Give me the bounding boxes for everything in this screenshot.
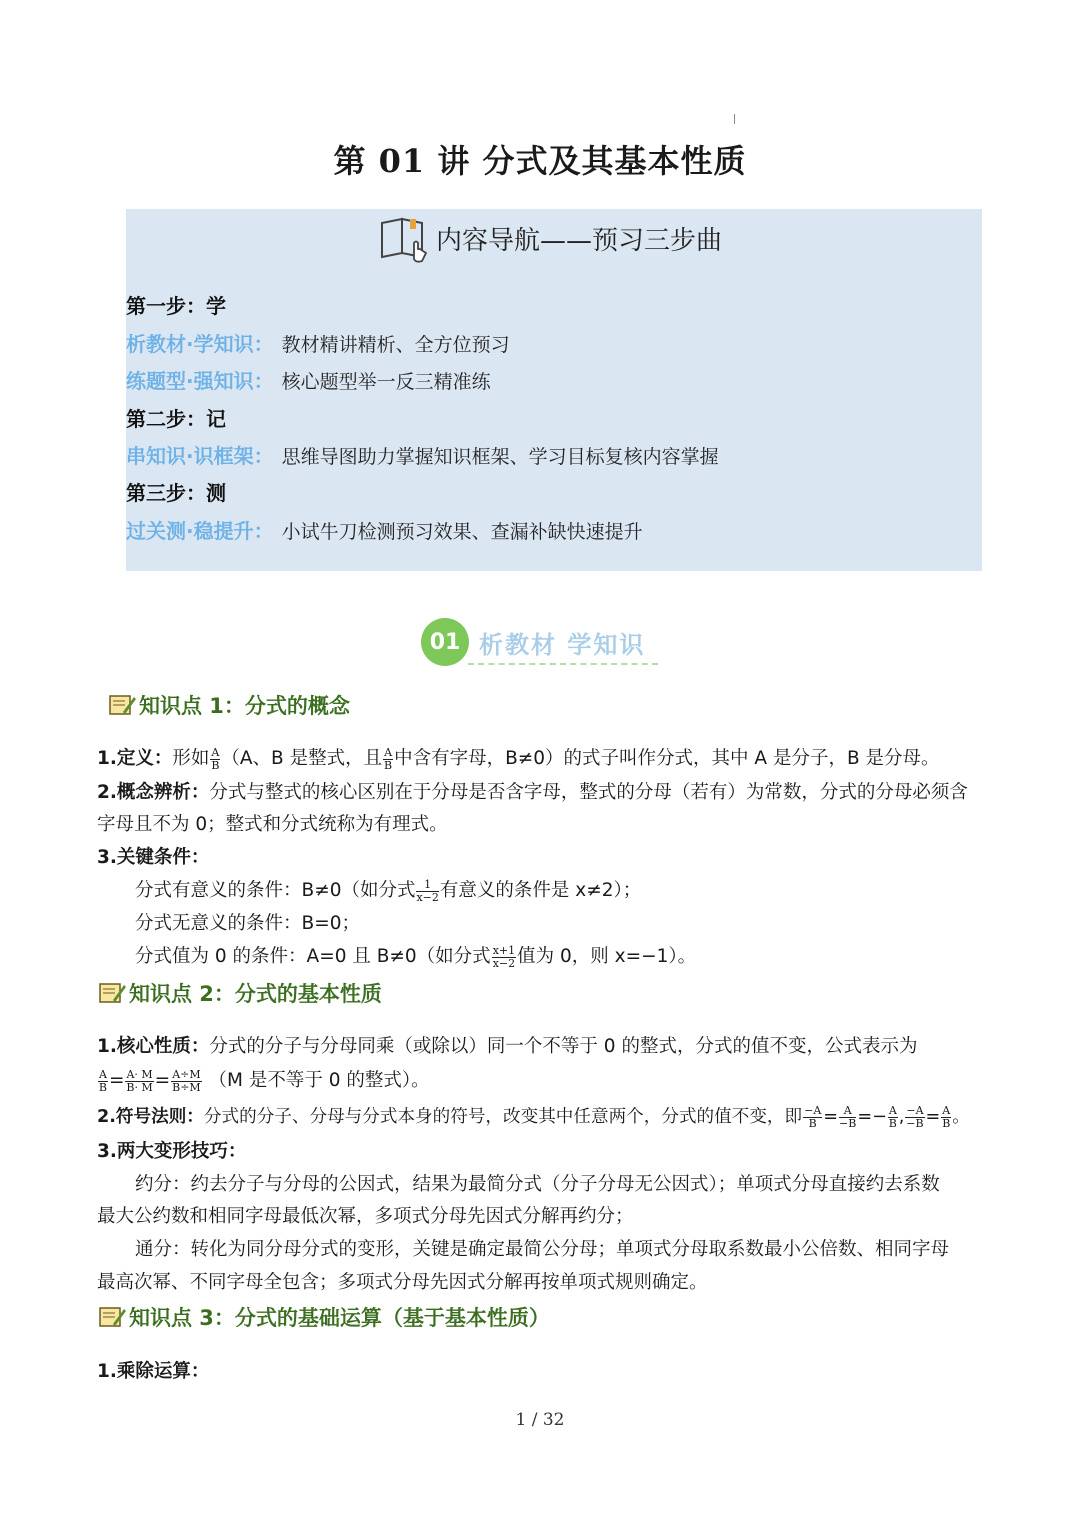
fraction: $\frac{A}{B}$ <box>384 745 393 772</box>
page-tick-mark <box>734 114 735 124</box>
section-dashed-underline <box>468 663 658 665</box>
core-property-line: 1.核心性质：分式的分子与分母同乘（或除以）同一个不等于 0 的整式，分式的值不变，公式表示为 <box>97 1036 918 1057</box>
reduce-line-2: 最大公约数和相同字母最低次幂，多项式分母先因式分解再约分； <box>97 1206 634 1227</box>
step-three: 第三步：测 <box>126 481 226 505</box>
concept-line-2: 字母且不为 0；整式和分式统称为有理式。 <box>97 814 448 835</box>
multiply-divide-label: 1.乘除运算： <box>97 1361 210 1382</box>
condition-line: 分式值为 0 的条件：A=0 且 B≠0（如分式 $\frac{x+1}{x-2}$ 值为 0，则 x=−1）。 <box>135 943 697 970</box>
knowledge-point-1-title: 知识点 1：分式的概念 <box>107 690 350 720</box>
section-header <box>421 618 645 666</box>
step-two: 第二步：记 <box>126 407 226 431</box>
section-number-badge: 01 <box>421 618 469 666</box>
core-formula-line: $\frac{A}{B}$ = $\frac{A\cdot M}{B\cdot M}$ = $\frac{A\div M}{B\div M}$ （M 是不等于 0 的整式）。 <box>98 1067 430 1094</box>
common-denominator-line-2: 最高次幂、不同字母全包含；多项式分母先因式分解再按单项式规则确定。 <box>97 1272 708 1293</box>
sign-rule-line: 2.符号法则：分式的分子、分母与分式本身的符号，改变其中任意两个，分式的值不变，即 $\frac{-A}{B}$ = $\frac{A}{-B}$ =− $\frac{A}{B}$ , $\frac{-A}{-B}$ = $\frac{A}{B}$ 。 <box>97 1103 970 1130</box>
nav-item: 串知识·识框架： 思维导图助力掌握知识框架、学习目标复核内容掌握 <box>126 444 719 468</box>
notebook-pencil-icon <box>107 692 137 718</box>
common-denominator-line: 通分：转化为同分母分式的变形，关键是确定最简公分母；单项式分母取系数最小公倍数、相同字母 <box>135 1239 950 1260</box>
notebook-pencil-icon <box>97 980 127 1006</box>
knowledge-point-2-title: 知识点 2：分式的基本性质 <box>97 978 382 1008</box>
definition-line: 1.定义：形如 $\frac{A}{B}$ （A、B 是整式，且 $\frac{A}{B}$ 中含有字母，B≠0）的式子叫作分式，其中 A 是分子，B 是分母。 <box>97 745 940 772</box>
notebook-pencil-icon <box>97 1304 127 1330</box>
fraction: $\frac{1}{x-2}$ <box>416 877 439 904</box>
navigation-heading: 内容导航——预习三步曲 <box>378 210 722 266</box>
concept-line: 2.概念辨析：分式与整式的核心区别在于分母是否含字母，整式的分母（若有）为常数，分式的分母必须含 <box>97 782 968 803</box>
reduce-line: 约分：约去分子与分母的公因式，结果为最简分式（分子分母无公因式）；单项式分母直接约去系数 <box>135 1174 940 1195</box>
transform-label: 3.两大变形技巧： <box>97 1141 247 1162</box>
fraction: $\frac{A}{B}$ <box>888 1103 897 1130</box>
fraction: $\frac{A\cdot M}{B\cdot M}$ <box>126 1067 153 1094</box>
nav-item: 析教材·学知识： 教材精讲精析、全方位预习 <box>126 332 510 356</box>
page-title: 第 01 讲 分式及其基本性质 <box>333 142 747 180</box>
fraction: $\frac{A}{B}$ <box>211 745 220 772</box>
step-one: 第一步：学 <box>126 294 226 318</box>
fraction: $\frac{A}{B}$ <box>98 1067 108 1094</box>
page-number: 1 / 32 <box>515 1410 565 1430</box>
key-conditions-label: 3.关键条件： <box>97 847 210 868</box>
fraction: $\frac{-A}{-B}$ <box>906 1103 924 1130</box>
book-pointer-icon <box>378 213 434 263</box>
fraction: $\frac{x+1}{x-2}$ <box>492 943 516 970</box>
fraction: $\frac{A\div M}{B\div M}$ <box>172 1067 201 1094</box>
nav-item: 练题型·强知识： 核心题型举一反三精准练 <box>126 369 491 393</box>
fraction: $\frac{A}{-B}$ <box>839 1103 857 1130</box>
condition-line: 分式有意义的条件：B≠0（如分式 $\frac{1}{x-2}$ 有意义的条件是 x≠2）； <box>135 877 642 904</box>
nav-item: 过关测·稳提升： 小试牛刀检测预习效果、查漏补缺快速提升 <box>126 519 643 543</box>
knowledge-point-3-title: 知识点 3：分式的基础运算（基于基本性质） <box>97 1302 550 1332</box>
condition-line: 分式无意义的条件：B=0； <box>135 913 360 934</box>
section-title: 析教材 学知识 <box>479 630 646 659</box>
fraction: $\frac{-A}{B}$ <box>804 1103 822 1130</box>
fraction: $\frac{A}{B}$ <box>942 1103 951 1130</box>
